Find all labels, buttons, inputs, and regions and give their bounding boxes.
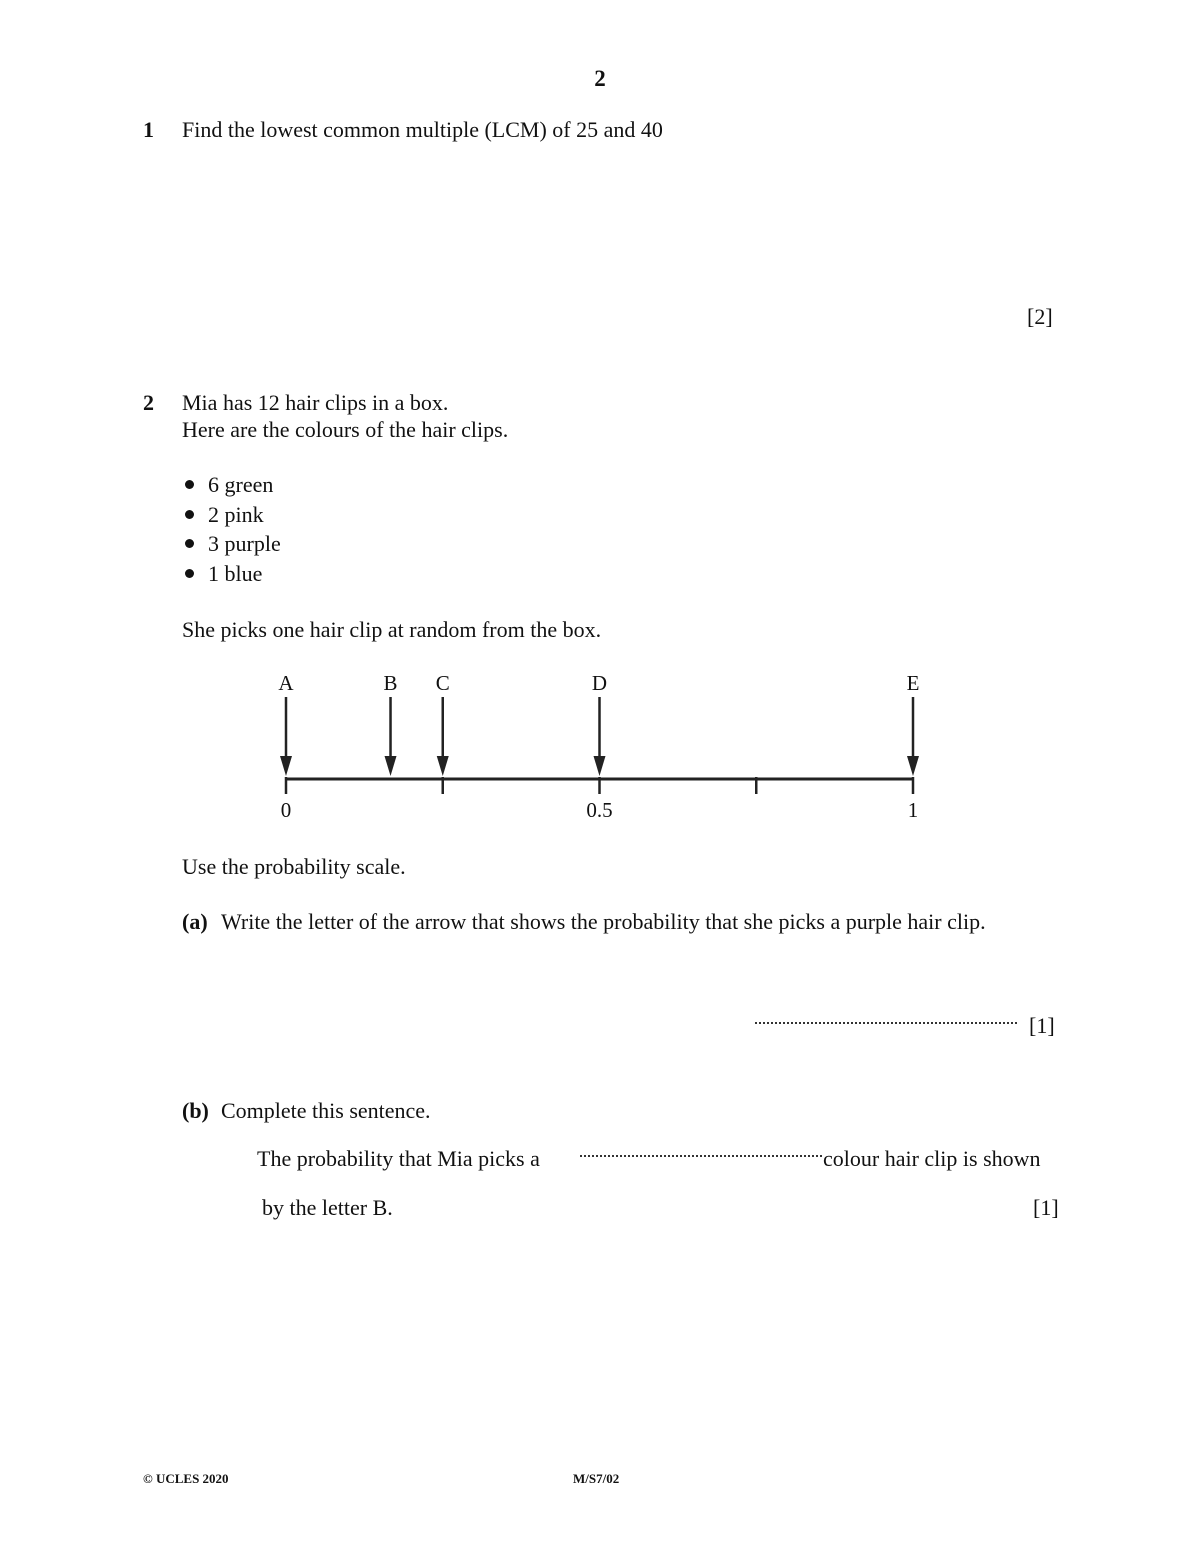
- part-b-text: Complete this sentence.: [221, 1098, 431, 1123]
- part-a-label: (a): [182, 909, 208, 934]
- list-item: 1 blue: [182, 559, 281, 589]
- part-b-sentence-end: by the letter B.: [262, 1195, 393, 1220]
- part-b-answer-line[interactable]: [580, 1155, 822, 1157]
- list-item: 2 pink: [182, 500, 281, 530]
- part-b-label: (b): [182, 1098, 209, 1123]
- scale-tick-label: 0.5: [586, 798, 613, 822]
- page-number: 2: [594, 66, 606, 91]
- question-2-number: 2: [143, 390, 154, 415]
- bullet-icon: [185, 480, 194, 489]
- question-1-number: 1: [143, 117, 154, 142]
- question-2-intro-1: Mia has 12 hair clips in a box.: [182, 390, 449, 415]
- colour-list: [182, 470, 281, 588]
- scale-arrow-d-label: D: [591, 671, 608, 695]
- scale-arrow-d-head: [594, 756, 606, 776]
- footer-copyright: © UCLES 2020: [143, 1471, 229, 1486]
- scale-tick-label: 0: [280, 798, 292, 822]
- scale-arrow-b-label: B: [383, 671, 398, 695]
- scale-arrow-e-head: [907, 756, 919, 776]
- question-2-intro-2: Here are the colours of the hair clips.: [182, 417, 509, 442]
- scale-tick-label: 1: [907, 798, 919, 822]
- part-a-text: Write the letter of the arrow that shows the probability that she picks a purple hair clip.: [221, 909, 986, 934]
- bullet-icon: [185, 510, 194, 519]
- scale-arrow-b-head: [385, 756, 397, 776]
- question-1-marks: [2]: [1027, 304, 1053, 329]
- bullet-icon: [185, 569, 194, 578]
- probability-scale: [240, 660, 960, 830]
- pick-text: She picks one hair clip at random from the box.: [182, 617, 602, 642]
- list-item: 6 green: [182, 470, 281, 500]
- footer-code: M/S7/02: [573, 1471, 620, 1486]
- part-b-marks: [1]: [1033, 1195, 1059, 1220]
- bullet-icon: [185, 539, 194, 548]
- list-item: 3 purple: [182, 529, 281, 559]
- use-scale-text: Use the probability scale.: [182, 854, 406, 879]
- part-a-marks: [1]: [1029, 1013, 1055, 1038]
- scale-arrow-c-label: C: [435, 671, 450, 695]
- scale-arrow-a-head: [280, 756, 292, 776]
- part-b-sentence-mid: colour hair clip is shown: [823, 1146, 1041, 1171]
- scale-arrow-e-label: E: [906, 671, 920, 695]
- part-a-answer-line[interactable]: [755, 1022, 1017, 1024]
- scale-arrow-c-head: [437, 756, 449, 776]
- scale-arrow-a-label: A: [278, 671, 294, 695]
- question-1-text: Find the lowest common multiple (LCM) of 25 and 40: [182, 117, 663, 142]
- part-b-sentence-start: The probability that Mia picks a: [257, 1146, 540, 1171]
